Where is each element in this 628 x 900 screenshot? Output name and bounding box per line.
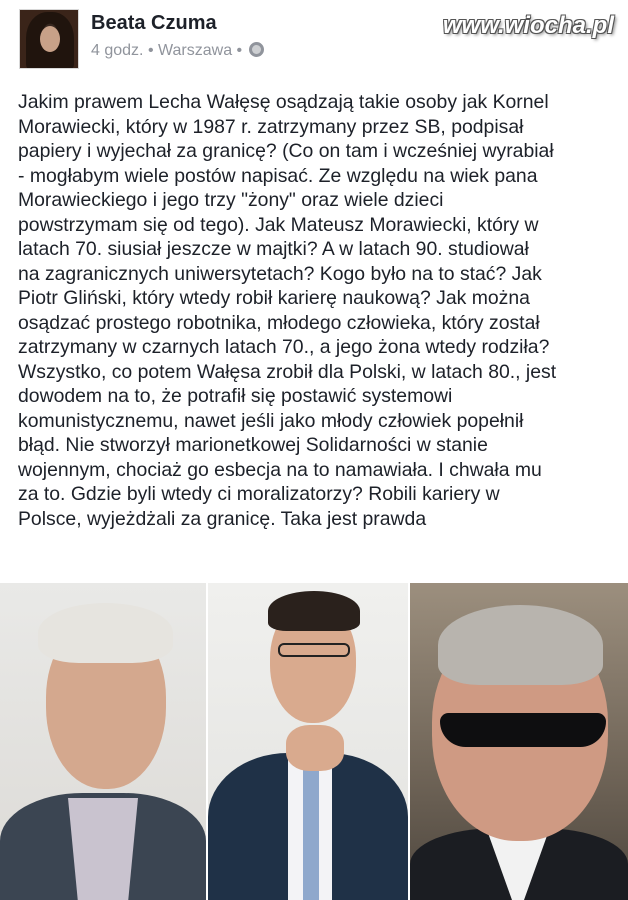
person-sunglasses (440, 713, 606, 747)
person-shirt (68, 798, 138, 900)
meta-separator: • (147, 42, 154, 59)
person-tie (303, 763, 319, 900)
post-header (0, 0, 628, 80)
post-location[interactable]: Warszawa (158, 42, 233, 59)
photo-man-glasses[interactable] (208, 583, 408, 900)
person-hand (286, 725, 344, 771)
globe-icon[interactable] (249, 42, 264, 57)
avatar-face (40, 26, 60, 52)
photo-man-grey-hair[interactable] (0, 583, 206, 900)
person-glasses (278, 643, 350, 657)
person-hair (438, 605, 603, 685)
photo-collage[interactable] (0, 583, 628, 900)
meta-separator: • (236, 42, 243, 59)
post-text: Jakim prawem Lecha Wałęsę osądzają takie osoby jak Kornel Morawiecki, który w 1987 r. zatrzymany przez SB, podpisał papiery i wyjechał za granicę? (Co on tam i wcześniej wyrabiał - mogłabym wiele postów napisać. Ze względu na wiek pana Morawieckiego i jego trzy "żony" oraz wiele dzieci powstrzymam się od tego). Jak Mateusz Morawiecki, który w latach 70. siusiał jeszcze w majtki? A w latach 90. studiował na zagranicznych uniwersytetach? Kogo było na to stać? Jak Piotr Gliński, który wtedy robił karierę naukową? Jak można osądzać prostego robotnika, młodego człowieka, który został zatrzymany w czarnych latach 70., a jego żona wtedy rodziła? Wszystko, co potem Wałęsa zrobił dla Polski, w latach 80., jest dowodem na to, że potrafił się postawić systemowi komunistycznemu, nawet jeśli jako młody człowiek popełnił błąd. Nie stworzył marionetkowej Solidarności w stanie wojennym, chociaż go esbecja na to namawiała. I chwała mu za to. Gdzie byli wtedy ci moralizatorzy? Robili kariery w Polsce, wyjeżdżali za granicę. Taka jest prawda (18, 91, 557, 530)
person-hair (268, 591, 360, 631)
photo-man-sunglasses[interactable] (410, 583, 628, 900)
person-hair (38, 603, 173, 663)
post-meta (91, 42, 264, 60)
author-name[interactable]: Beata Czuma (91, 12, 217, 34)
post-time[interactable]: 4 godz. (91, 42, 144, 59)
avatar[interactable] (19, 9, 79, 69)
watermark: www.wiocha.pl (442, 12, 614, 39)
